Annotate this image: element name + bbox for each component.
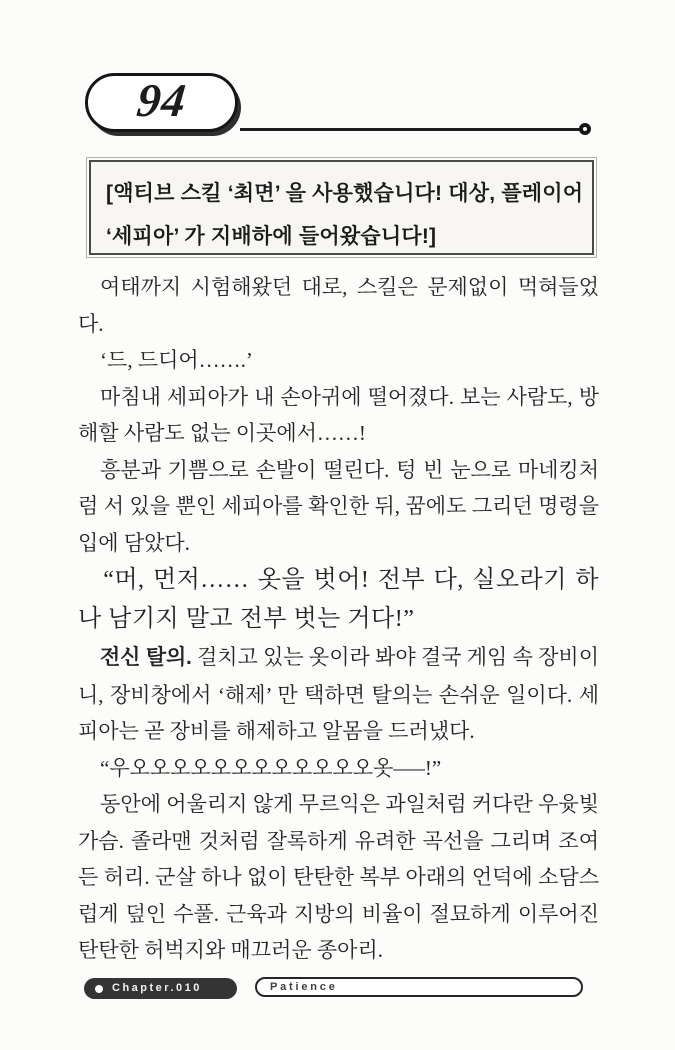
- chapter-title-label: Patience: [270, 980, 338, 993]
- paragraph: 마침내 세피아가 내 손아귀에 떨어졌다. 보는 사람도, 방해할 사람도 없는 이곳에서……!: [78, 384, 599, 445]
- footer-chapter-badge: [84, 978, 237, 999]
- paragraph: 전신 탈의. 걸치고 있는 옷이라 봐야 결국 게임 속 장비이니, 장비창에서 ‘해제’ 만 택하면 탈의는 손쉬운 일이다. 세피아는 곧 장비를 해제하고 알몸을 드러냈다.: [78, 645, 599, 743]
- system-message-line1: [액티브 스킬 ‘최면’ 을 사용했습니다! 대상, 플레이어: [106, 182, 584, 205]
- paragraph: 흥분과 기쁨으로 손발이 떨린다. 텅 빈 눈으로 마네킹처럼 서 있을 뿐인 세피아를 확인한 뒤, 꿈에도 그리던 명령을 입에 담았다.: [78, 457, 599, 555]
- bullet-icon: [95, 985, 103, 993]
- chapter-label: Chapter.010: [112, 982, 202, 994]
- system-message-line2: ‘세피아’ 가 지배하에 들어왔습니다!]: [106, 225, 437, 248]
- paragraph: ‘드, 드디어…….’: [100, 348, 253, 372]
- bold-lead: 전신 탈의.: [100, 646, 192, 669]
- paragraph: 동안에 어울리지 않게 무르익은 과일처럼 커다란 우윳빛 가슴. 졸라맨 것처럼 잘록하게 유려한 곡선을 그리며 조여든 허리. 군살 하나 없이 탄탄한 복부 아래의 언덕에 소담스럽게 덮인 수풀. 근육과 지방의 비율이 절묘하게 이루어진 탄탄한 허벅지와 매끄러운 종아리.: [78, 792, 599, 962]
- footer-title-badge: [255, 977, 583, 997]
- system-message-box: [89, 160, 594, 255]
- body-text: [78, 269, 599, 969]
- header-rule-end-ring-icon: [579, 123, 591, 135]
- paragraph: “머, 먼저…… 옷을 벗어! 전부 다, 실오라기 하나 남기지 말고 전부 벗는 거다!”: [78, 567, 599, 632]
- page-number-badge: [85, 73, 238, 132]
- paragraph: “우오오오오오오오오오오오오옷–––!”: [100, 755, 442, 780]
- page-number: 94: [134, 74, 189, 127]
- header-rule: [240, 128, 581, 131]
- paragraph: 여태까지 시험해왔던 대로, 스킬은 문제없이 먹혀들었다.: [78, 275, 599, 336]
